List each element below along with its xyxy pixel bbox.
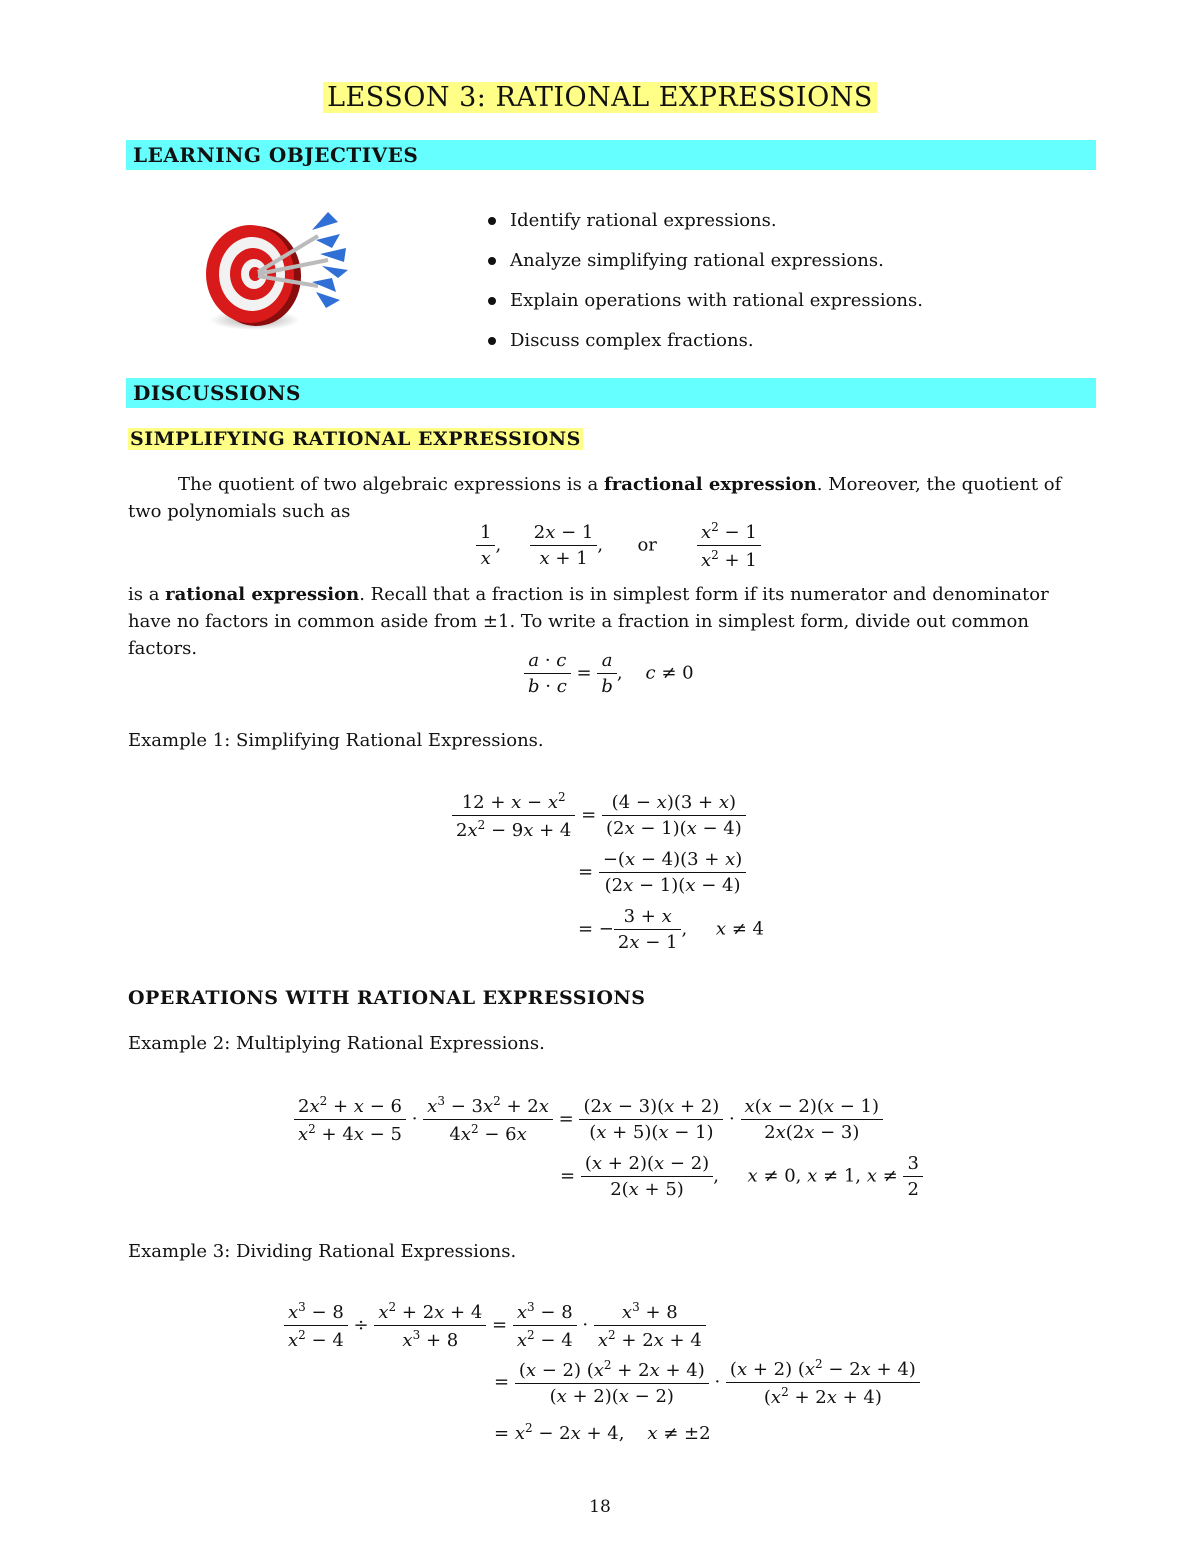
math-example-3-line-3: = $x^2 - 2x + 4$, x ≠ ±2 [494,1421,711,1444]
example-2-label: Example 2: Multiplying Rational Expressions. [128,1033,545,1054]
math-examples-fractions: $\frac{1}{x}$ , $\frac{2x - 1}{x + 1}$ , or $\frac{x^2 - 1}{x^2 + 1}$ [476,520,761,571]
target-dart-icon [200,208,365,338]
paragraph-quotient: The quotient of two algebraic expressions is a fractional expression. Moreover, the quotient of two polynomials such as [128,474,1062,522]
list-item: Identify rational expressions. [484,207,923,247]
section-discussions: DISCUSSIONS [126,378,1096,408]
list-item: Explain operations with rational expressions. [484,287,923,327]
math-example-1-line-2: = $\frac{-(x - 4)(3 + x)}{(2x - 1)(x - 4)}$ [578,849,746,896]
list-item: Analyze simplifying rational expressions. [484,247,923,287]
page-number: 18 [589,1497,611,1517]
math-example-1-line-1: $\frac{12 + x - x^2}{2x^2 - 9x + 4}$ = $\frac{(4 - x)(3 + x)}{(2x - 1)(x - 4)}$ [452,790,746,841]
math-example-1-line-3: = − $\frac{3 + x}{2x - 1}$ , x ≠ 4 [578,906,764,953]
page-title: LESSON 3: RATIONAL EXPRESSIONS [0,82,1200,113]
objectives-list [484,207,923,367]
math-example-3-line-2: = $\frac{(x - 2) (x^2 + 2x + 4)}{(x + 2)(x - 2)}$ · $\frac{(x + 2) (x^2 - 2x + 4)}{(x^2 + 2x + 4)}$ [494,1357,920,1408]
math-example-3-line-1: $\frac{x^3 - 8}{x^2 - 4}$ ÷ $\frac{x^2 + 2x + 4}{x^3 + 8}$ = $\frac{x^3 - 8}{x^2 - 4}$ · $\frac{x^3 + 8}{x^2 + 2x + 4}$ [284,1300,706,1351]
heading-operations: OPERATIONS WITH RATIONAL EXPRESSIONS [128,987,646,1009]
math-example-2-line-2: = $\frac{(x + 2)(x - 2)}{2(x + 5)}$ , x ≠ 0, x ≠ 1, x ≠ $\frac{3}{2}$ [560,1153,923,1200]
example-3-label: Example 3: Dividing Rational Expressions. [128,1241,517,1262]
math-example-2-line-1: $\frac{2x^2 + x - 6}{x^2 + 4x - 5}$ · $\frac{x^3 - 3x^2 + 2x}{4x^2 - 6x}$ = $\frac{(2x - 3)(x + 2)}{(x + 5)(x - 1)}$ · $\frac{x(x - 2)(x - 1)}{2x(2x - 3)}$ [294,1094,883,1145]
math-cancel-rule: $\frac{a \cdot c}{b \cdot c}$ = $\frac{a}{b}$ , c ≠ 0 [524,650,694,697]
list-item: Discuss complex fractions. [484,327,923,367]
example-1-label: Example 1: Simplifying Rational Expressions. [128,730,544,751]
heading-simplifying: SIMPLIFYING RATIONAL EXPRESSIONS [130,428,581,450]
section-learning-objectives: LEARNING OBJECTIVES [126,140,1096,170]
paragraph-rational: is a rational expression. Recall that a fraction is in simplest form if its numerator and denominator have no factors in common aside from ±1. To write a fraction in simplest form, divide out common factors. [128,584,1049,659]
